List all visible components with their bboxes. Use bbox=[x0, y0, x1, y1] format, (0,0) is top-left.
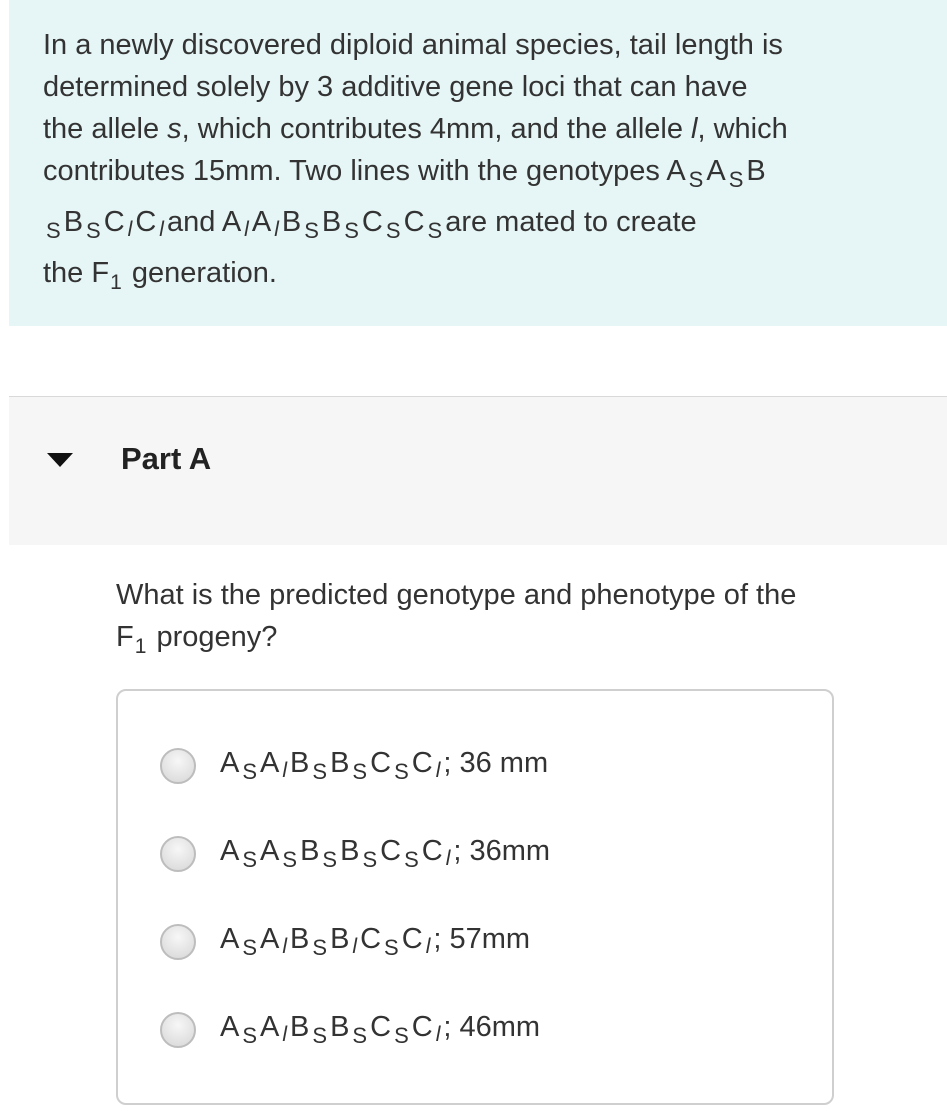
gene-letter: A bbox=[260, 1011, 280, 1043]
gene-letter: B bbox=[300, 835, 320, 867]
gene-letter: C bbox=[370, 1011, 392, 1043]
allele-subscript: l bbox=[435, 759, 441, 782]
part-title: Part A bbox=[121, 441, 212, 476]
gene-letter: A bbox=[220, 923, 240, 955]
answer-option-2[interactable] bbox=[160, 829, 550, 879]
gene-letter: B bbox=[290, 747, 310, 779]
answer-option-1[interactable] bbox=[160, 741, 548, 791]
option-label bbox=[220, 747, 548, 785]
gene-letter: A bbox=[260, 923, 280, 955]
problem-line-1: In a newly discovered diploid animal species, tail length is bbox=[43, 29, 783, 61]
genotype-1-gene: C bbox=[135, 206, 157, 238]
genotype-1-allele: S bbox=[86, 218, 101, 243]
allele-subscript: S bbox=[312, 759, 328, 784]
genotype-2-gene: B bbox=[321, 206, 342, 238]
allele-subscript: S bbox=[242, 1023, 258, 1048]
problem-line-5 bbox=[43, 201, 923, 252]
gene-letter: C bbox=[411, 747, 433, 779]
gene-letter: C bbox=[401, 923, 423, 955]
generation-subscript: 1 bbox=[110, 271, 122, 294]
phenotype-text: ; 57mm bbox=[433, 923, 531, 955]
allele-subscript: l bbox=[425, 935, 431, 958]
allele-subscript: S bbox=[242, 759, 258, 784]
gene-letter: B bbox=[330, 1011, 350, 1043]
option-label bbox=[220, 1011, 540, 1049]
gene-letter: A bbox=[260, 835, 280, 867]
problem-line-4 bbox=[43, 150, 923, 201]
genotype-2-allele: S bbox=[385, 218, 401, 243]
gene-letter: C bbox=[360, 923, 382, 955]
allele-subscript: S bbox=[242, 847, 258, 872]
allele-subscript: S bbox=[394, 759, 409, 784]
allele-subscript: S bbox=[312, 1023, 328, 1048]
allele-subscript: S bbox=[384, 935, 399, 960]
genotype-1-gene: A bbox=[706, 155, 726, 187]
allele-s-italic: s bbox=[167, 113, 182, 145]
answer-options bbox=[116, 689, 834, 1105]
gene-letter: C bbox=[421, 835, 443, 867]
answer-option-3[interactable] bbox=[160, 917, 530, 967]
genotype-1-allele: l bbox=[127, 218, 133, 241]
gene-letter: B bbox=[290, 923, 310, 955]
question-text bbox=[116, 574, 796, 668]
phenotype-text: ; 36 mm bbox=[443, 747, 549, 779]
genotype-1-gene: B bbox=[746, 155, 766, 187]
allele-l-italic: l bbox=[691, 113, 698, 145]
text-run: the F bbox=[43, 257, 110, 289]
gene-letter: A bbox=[220, 835, 240, 867]
problem-text bbox=[43, 24, 923, 304]
allele-subscript: l bbox=[445, 847, 451, 870]
allele-subscript: S bbox=[312, 935, 328, 960]
problem-statement bbox=[9, 0, 947, 326]
allele-subscript: l bbox=[352, 935, 358, 958]
genotype-1-gene: C bbox=[103, 206, 125, 238]
gene-letter: A bbox=[260, 747, 280, 779]
genotype-2-gene: A bbox=[251, 206, 272, 238]
text-run: , which contributes 4mm, and the allele bbox=[181, 113, 692, 145]
genotype-2-gene: A bbox=[221, 206, 242, 238]
genotype-2-allele: l bbox=[274, 218, 279, 241]
genotype-2-gene: C bbox=[361, 206, 383, 238]
text-run: the allele bbox=[43, 113, 168, 145]
gene-letter: C bbox=[380, 835, 402, 867]
gene-letter: C bbox=[411, 1011, 433, 1043]
allele-subscript: S bbox=[352, 759, 368, 784]
option-label bbox=[220, 923, 530, 961]
allele-subscript: S bbox=[352, 1023, 368, 1048]
text-run: and bbox=[166, 206, 216, 238]
genotype-2-allele: l bbox=[244, 218, 249, 241]
genotype-2-allele: S bbox=[344, 218, 359, 243]
genotype-2-allele: S bbox=[304, 218, 319, 243]
allele-subscript: S bbox=[362, 847, 378, 872]
question-line-1: What is the predicted genotype and phenotype of the bbox=[116, 579, 797, 611]
problem-line-2: determined solely by 3 additive gene loci that can have bbox=[43, 71, 748, 103]
genotype-1-allele: S bbox=[688, 167, 704, 192]
generation-subscript: 1 bbox=[134, 635, 147, 658]
allele-subscript: l bbox=[282, 1023, 288, 1046]
radio-button[interactable] bbox=[160, 836, 196, 872]
phenotype-text: ; 36mm bbox=[453, 835, 551, 867]
allele-subscript: S bbox=[282, 847, 298, 872]
genotype-1-gene: B bbox=[63, 206, 84, 238]
allele-subscript: S bbox=[322, 847, 338, 872]
genotype-1-allele: l bbox=[159, 218, 164, 241]
option-label bbox=[220, 835, 550, 873]
allele-subscript: S bbox=[394, 1023, 409, 1048]
genotype-2-gene: B bbox=[281, 206, 302, 238]
radio-button[interactable] bbox=[160, 924, 196, 960]
gene-letter: A bbox=[220, 1011, 240, 1043]
text-run: are mated to create bbox=[445, 206, 697, 238]
text-run: , which bbox=[697, 113, 788, 145]
gene-letter: A bbox=[220, 747, 240, 779]
radio-button[interactable] bbox=[160, 1012, 196, 1048]
problem-line-3 bbox=[43, 108, 923, 150]
gene-letter: B bbox=[340, 835, 360, 867]
text-run: contributes 15mm. Two lines with the genotypes bbox=[43, 155, 660, 187]
problem-line-6 bbox=[43, 252, 923, 304]
genotype-2-allele: S bbox=[427, 218, 443, 243]
text-run: generation. bbox=[123, 257, 277, 289]
allele-subscript: l bbox=[435, 1023, 441, 1046]
text-run: F bbox=[116, 621, 134, 653]
genotype-1-gene: A bbox=[666, 155, 686, 187]
allele-subscript: S bbox=[242, 935, 258, 960]
allele-subscript: l bbox=[282, 759, 288, 782]
answer-option-4[interactable] bbox=[160, 1005, 540, 1055]
gene-letter: B bbox=[330, 923, 350, 955]
gene-letter: B bbox=[290, 1011, 310, 1043]
question-line-2 bbox=[116, 616, 796, 668]
genotype-2-gene: C bbox=[403, 206, 425, 238]
allele-subscript: S bbox=[404, 847, 419, 872]
genotype-1-allele: S bbox=[728, 167, 744, 192]
caret-down-icon[interactable] bbox=[47, 453, 73, 467]
allele-subscript: l bbox=[282, 935, 288, 958]
genotype-1-allele: S bbox=[46, 218, 61, 243]
phenotype-text: ; 46mm bbox=[443, 1011, 541, 1043]
gene-letter: B bbox=[330, 747, 350, 779]
part-a-header[interactable] bbox=[9, 397, 947, 545]
gene-letter: C bbox=[370, 747, 392, 779]
radio-button[interactable] bbox=[160, 748, 196, 784]
text-run: progeny? bbox=[148, 621, 278, 653]
